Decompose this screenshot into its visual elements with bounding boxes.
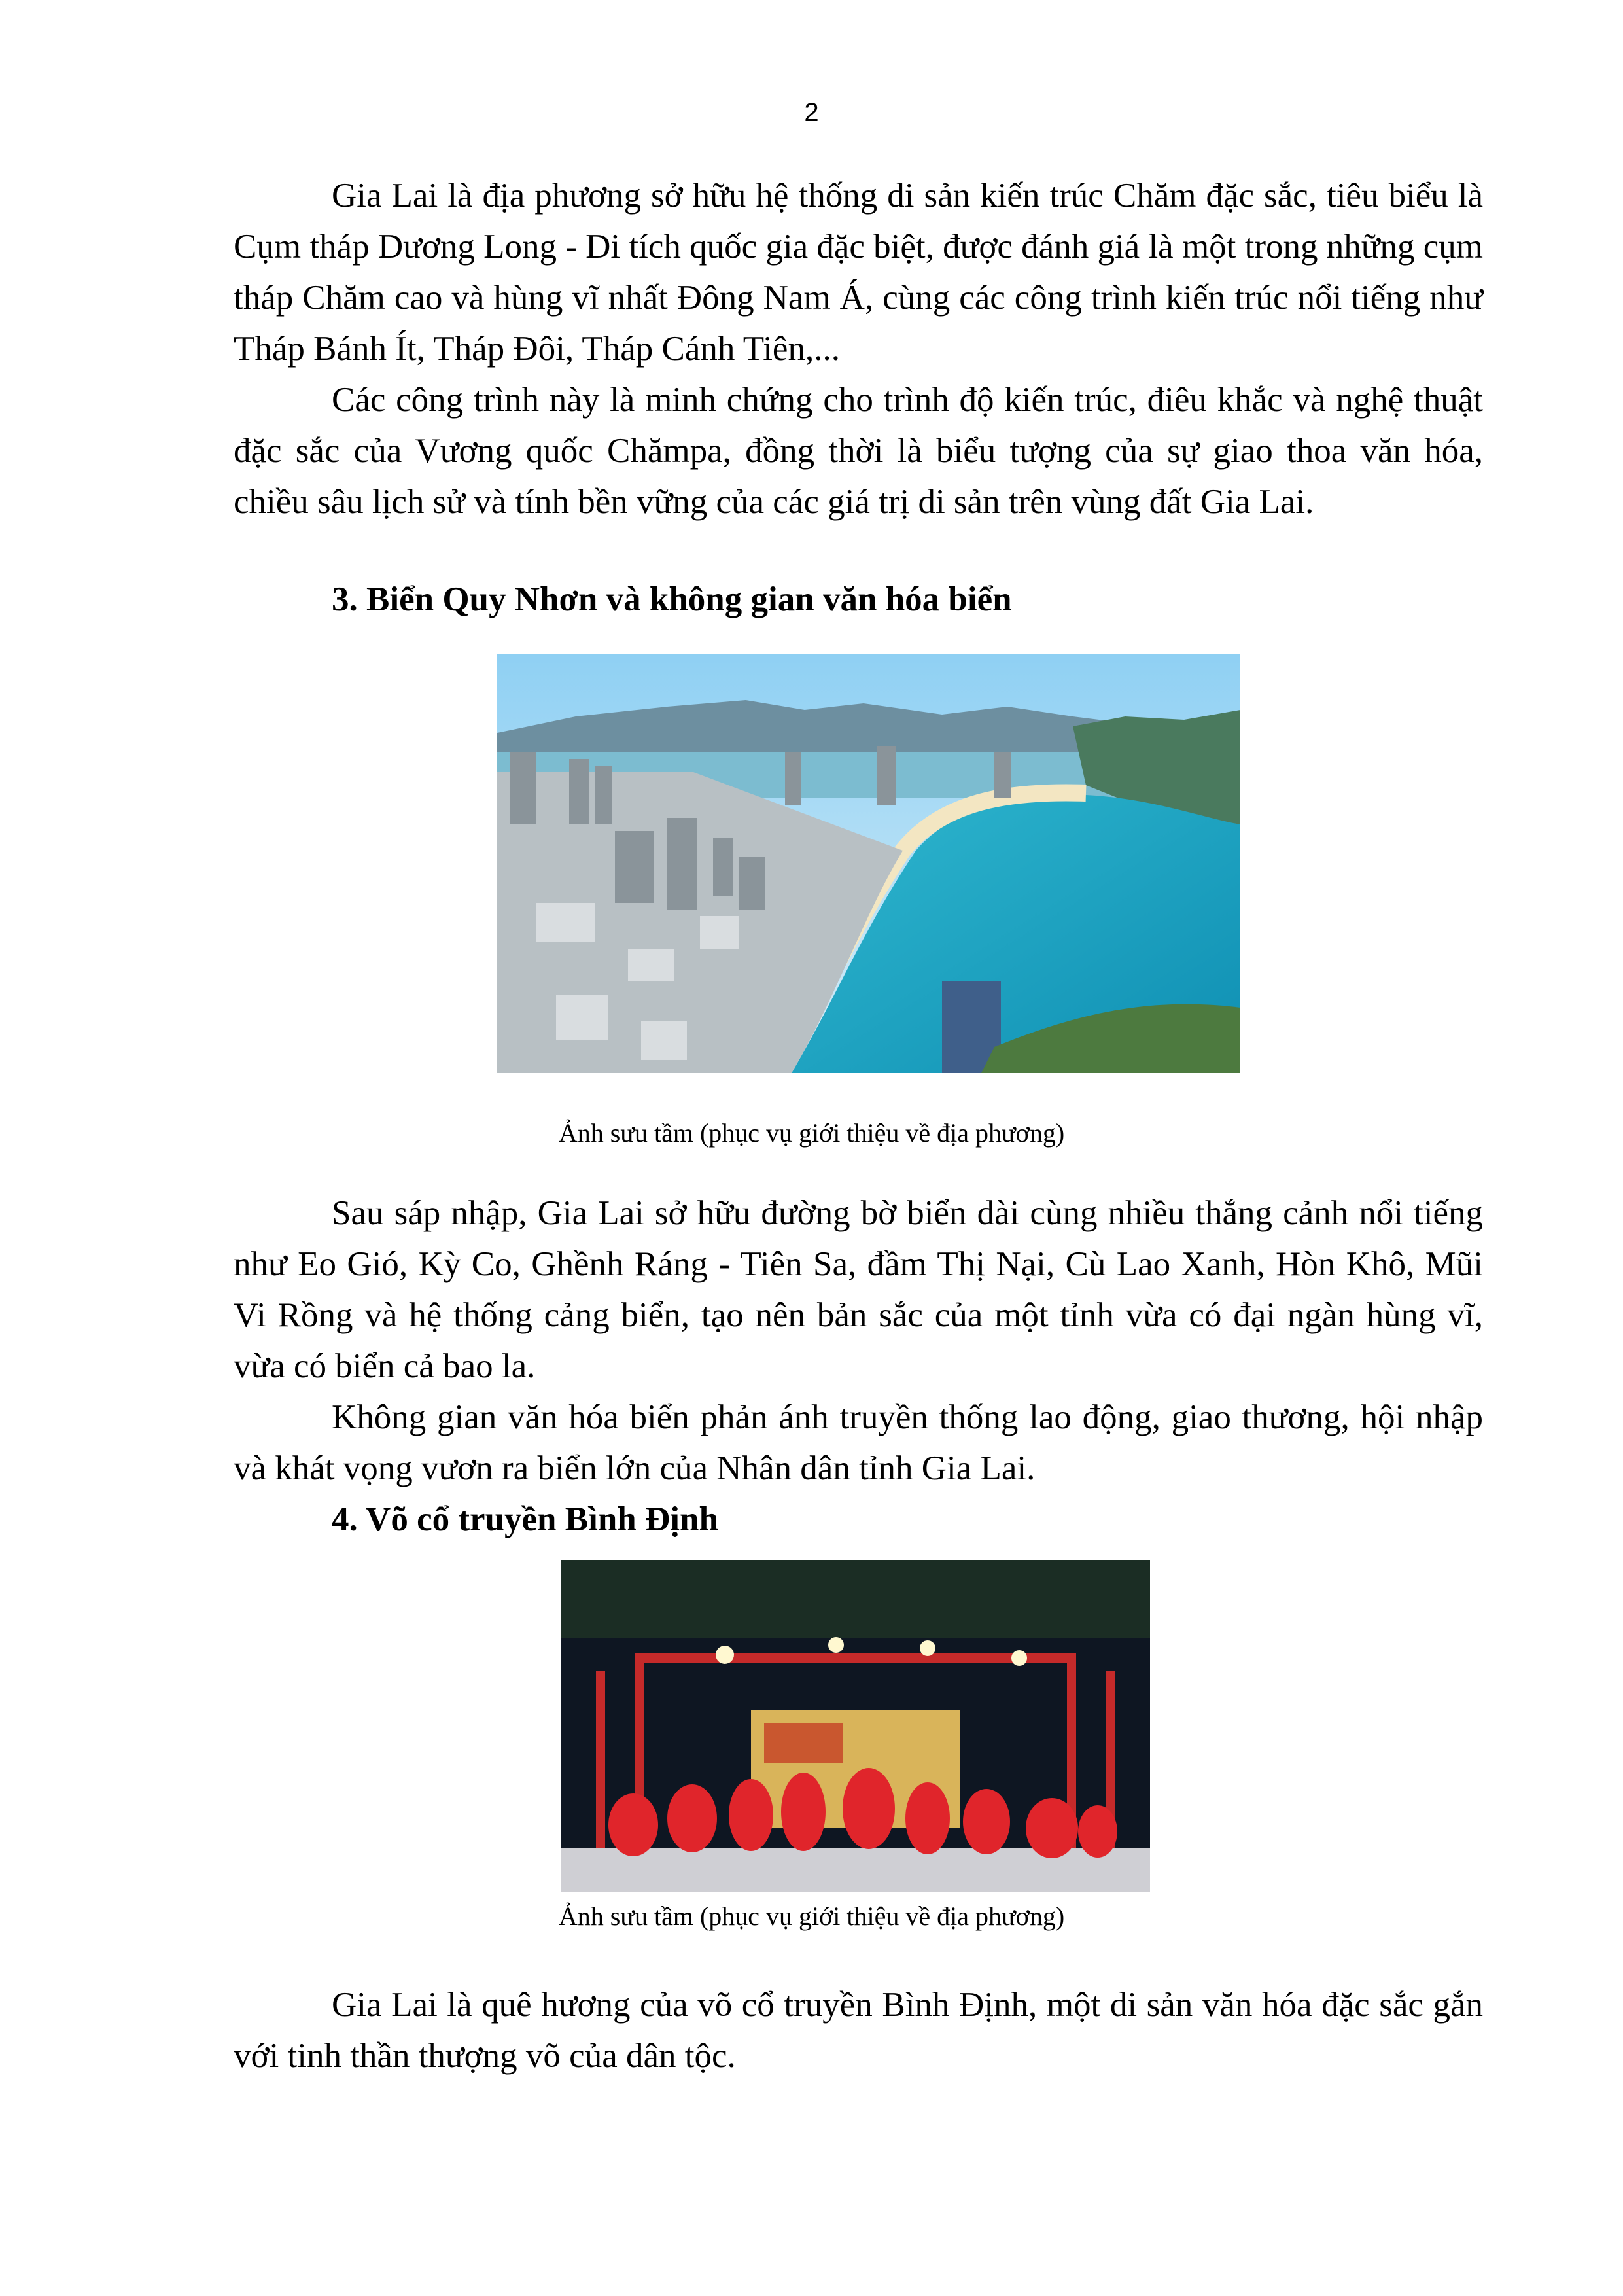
paragraph-sea-culture: Không gian văn hóa biển phản ánh truyền thống lao động, giao thương, hội nhập và khát vọng vươn ra biển lớn của Nhân dân tỉnh Gia Lai.	[234, 1398, 1483, 1487]
heading-binh-dinh-martial-arts: 4. Võ cổ truyền Bình Định	[332, 1500, 718, 1538]
paragraph-coastline: Sau sáp nhập, Gia Lai sở hữu đường bờ biển dài cùng nhiều thắng cảnh nổi tiếng như Eo Gió, Kỳ Co, Ghềnh Ráng - Tiên Sa, đầm Thị Nại, Cù Lao Xanh, Hòn Khô, Mũi Vi Rồng và hệ thống cảng biển, tạo nên bản sắc của một tỉnh vừa có đại ngàn hùng vĩ, vừa có biển cả bao la.	[234, 1194, 1483, 1385]
paragraph-cham-heritage: Gia Lai là địa phương sở hữu hệ thống di sản kiến trúc Chăm đặc sắc, tiêu biểu là Cụm tháp Dương Long - Di tích quốc gia đặc biệt, được đánh giá là một trong những cụm tháp Chăm cao và hùng vĩ nhất Đông Nam Á, cùng các công trình kiến trúc nổi tiếng như Tháp Bánh Ít, Tháp Đôi, Tháp Cánh Tiên,...	[234, 177, 1483, 368]
caption-quy-nhon: Ảnh sưu tầm (phục vụ giới thiệu về địa phương)	[558, 1118, 1065, 1148]
caption-martial-arts: Ảnh sưu tầm (phục vụ giới thiệu về địa phương)	[558, 1901, 1065, 1931]
martial-arts-image	[561, 1560, 1150, 1892]
heading-quy-nhon-sea: 3. Biển Quy Nhơn và không gian văn hóa biển	[332, 580, 1012, 618]
paragraph-cham-architecture: Các công trình này là minh chứng cho trình độ kiến trúc, điêu khắc và nghệ thuật đặc sắc của Vương quốc Chămpa, đồng thời là biểu tượng của sự giao thoa văn hóa, chiều sâu lịch sử và tính bền vững của các giá trị di sản trên vùng đất Gia Lai.	[234, 381, 1483, 521]
page-number: 2	[804, 98, 819, 127]
paragraph-martial-arts: Gia Lai là quê hương của võ cổ truyền Bình Định, một di sản văn hóa đặc sắc gắn với tinh thần thượng võ của dân tộc.	[234, 1986, 1483, 2075]
quy-nhon-coast-image	[497, 654, 1240, 1073]
